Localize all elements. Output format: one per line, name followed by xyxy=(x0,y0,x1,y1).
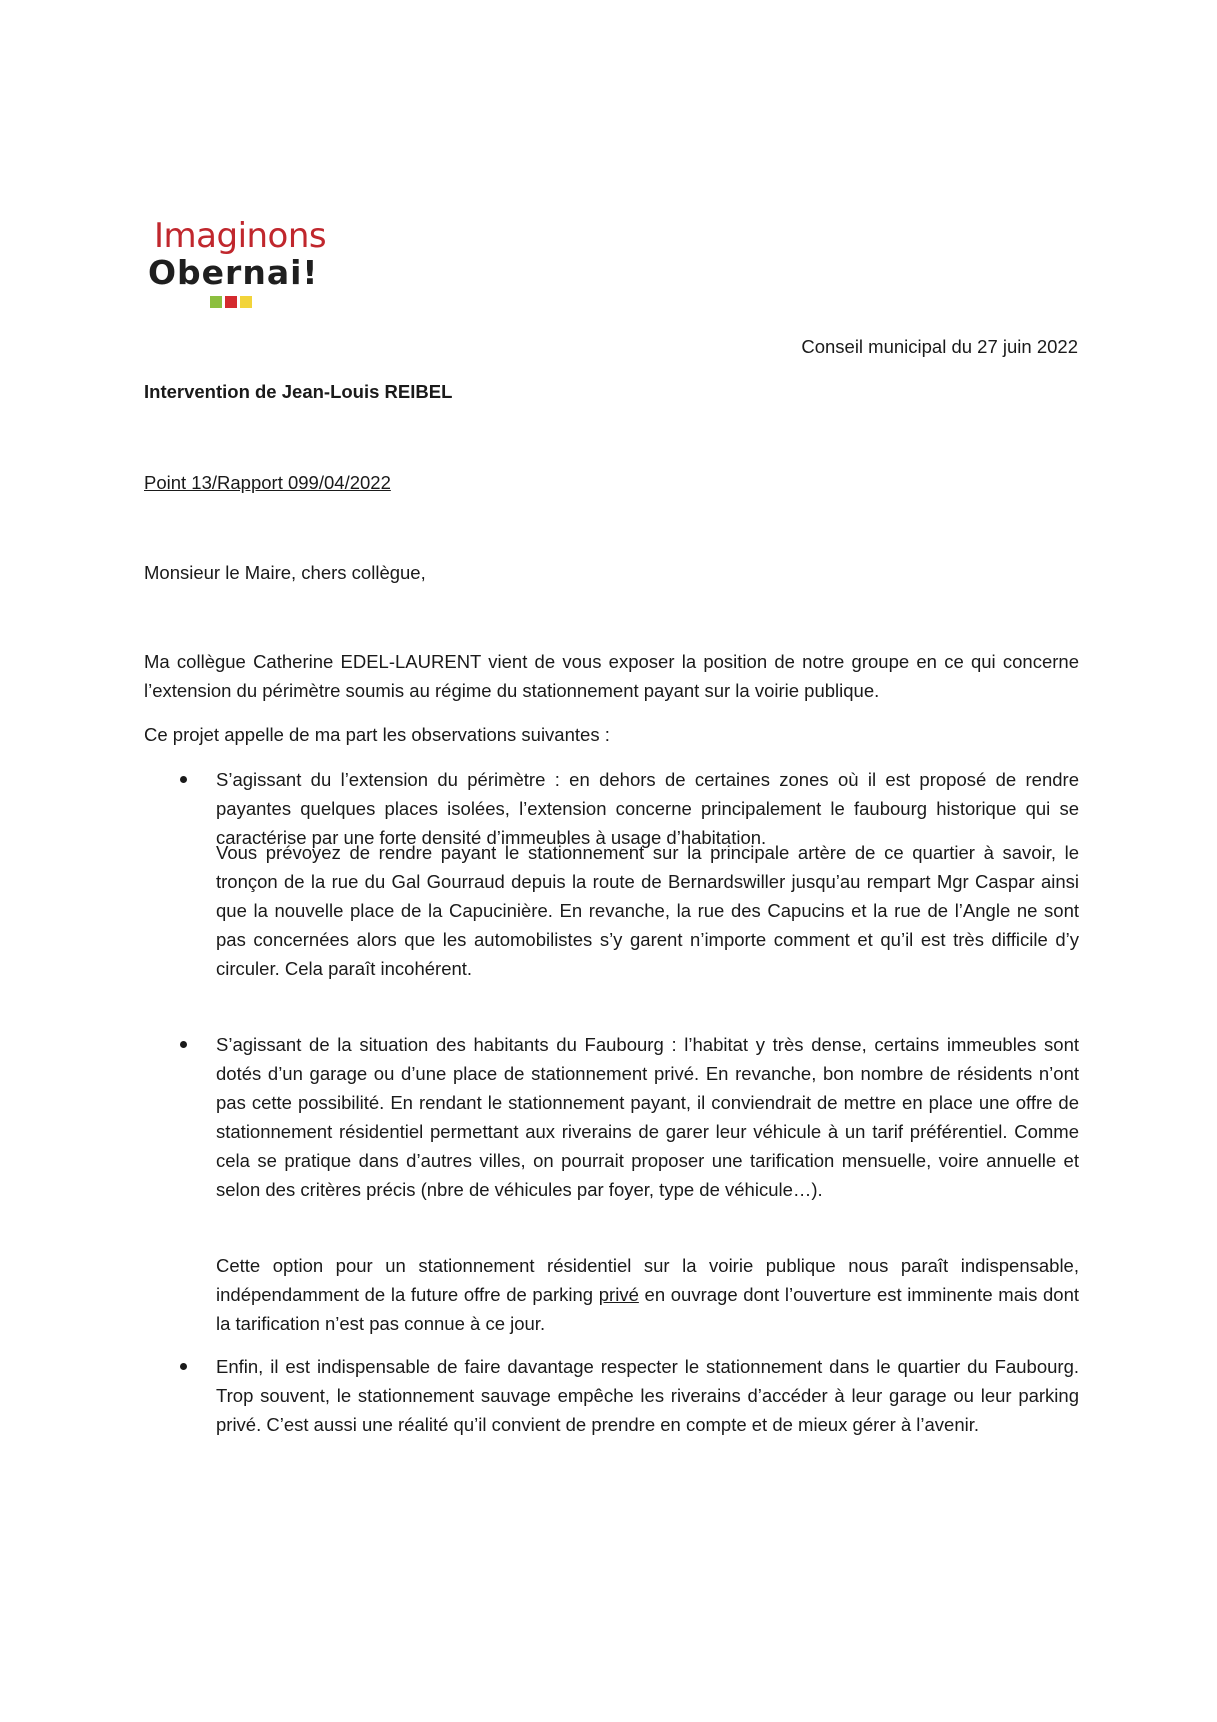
followup-text: Vous prévoyez de rendre payant le stationnement sur la principale artère de ce quartier à savoir, le tronçon de la rue du Gal Gourraud depuis la route de Bernardswiller jusqu’au rempart Mgr Caspar ainsi que la nouvelle place de la Capucinière. En revanche, la rue des Capucins et la rue de l’Angle ne sont pas concernées alors que les automobilistes s’y garent n’importe comment et qu’il est très difficile d’y circuler. Cela paraît incohérent. xyxy=(216,842,1079,979)
logo-square-yellow xyxy=(240,296,252,308)
intervention-title: Intervention de Jean-Louis REIBEL xyxy=(144,381,453,402)
logo-color-squares xyxy=(210,296,252,308)
bullet-icon xyxy=(180,776,187,783)
logo-text-line2: Obernai! xyxy=(148,253,319,292)
bullet-text: Enfin, il est indispensable de faire davantage respecter le stationnement dans le quartier du Faubourg. Trop souvent, le stationnement sauvage empêche les riverains d’accéder à leur garage ou leur parking privé. C’est aussi une réalité qu’il convient de prendre en compte et de mieux gérer à l’avenir. xyxy=(216,1356,1079,1435)
bullet-icon xyxy=(180,1363,187,1370)
bullet-text: S’agissant du l’extension du périmètre : en dehors de certaines zones où il est proposé de rendre payantes quelques places isolées, l’extension concerne principalement le faubourg historique qui se caractérise par une forte densité d’immeubles à usage d’habitation. xyxy=(216,769,1079,848)
followup-text-part: Cette option pour un stationnement résidentiel sur la voirie publique nous paraît indispensable, indépendamment de la future offre de parking xyxy=(216,1255,1079,1305)
agenda-point: Point 13/Rapport 099/04/2022 xyxy=(144,472,391,493)
intro-paragraph: Ma collègue Catherine EDEL-LAURENT vient de vous exposer la position de notre groupe en ce qui concerne l’extension du périmètre soumis au régime du stationnement payant sur la voirie publique. xyxy=(144,651,1079,701)
salutation: Monsieur le Maire, chers collègue, xyxy=(144,562,426,583)
followup-text-part: en ouvrage dont l’ouverture est imminente mais dont la tarification n’est pas connue à ce jour. xyxy=(216,1284,1079,1334)
logo-text-line1: Imaginons xyxy=(154,216,327,256)
logo-square-red xyxy=(225,296,237,308)
underlined-word: privé xyxy=(598,1284,639,1305)
imaginons-obernai-logo xyxy=(148,216,338,316)
followup-text xyxy=(216,1251,1079,1338)
observations-intro: Ce projet appelle de ma part les observations suivantes : xyxy=(144,724,610,745)
bullet-icon xyxy=(180,1041,187,1048)
logo-square-green xyxy=(210,296,222,308)
meeting-date: Conseil municipal du 27 juin 2022 xyxy=(801,336,1078,357)
bullet-text: S’agissant de la situation des habitants du Faubourg : l’habitat y très dense, certains immeubles sont dotés d’un garage ou d’une place de stationnement privé. En revanche, bon nombre de résidents n’ont pas cette possibilité. En rendant le stationnement payant, il conviendrait de mettre en place une offre de stationnement résidentiel permettant aux riverains de garer leur véhicule à un tarif préférentiel. Comme cela se pratique dans d’autres villes, on pourrait proposer une tarification mensuelle, voire annuelle et selon des critères précis (nbre de véhicules par foyer, type de véhicule…). xyxy=(216,1034,1079,1200)
